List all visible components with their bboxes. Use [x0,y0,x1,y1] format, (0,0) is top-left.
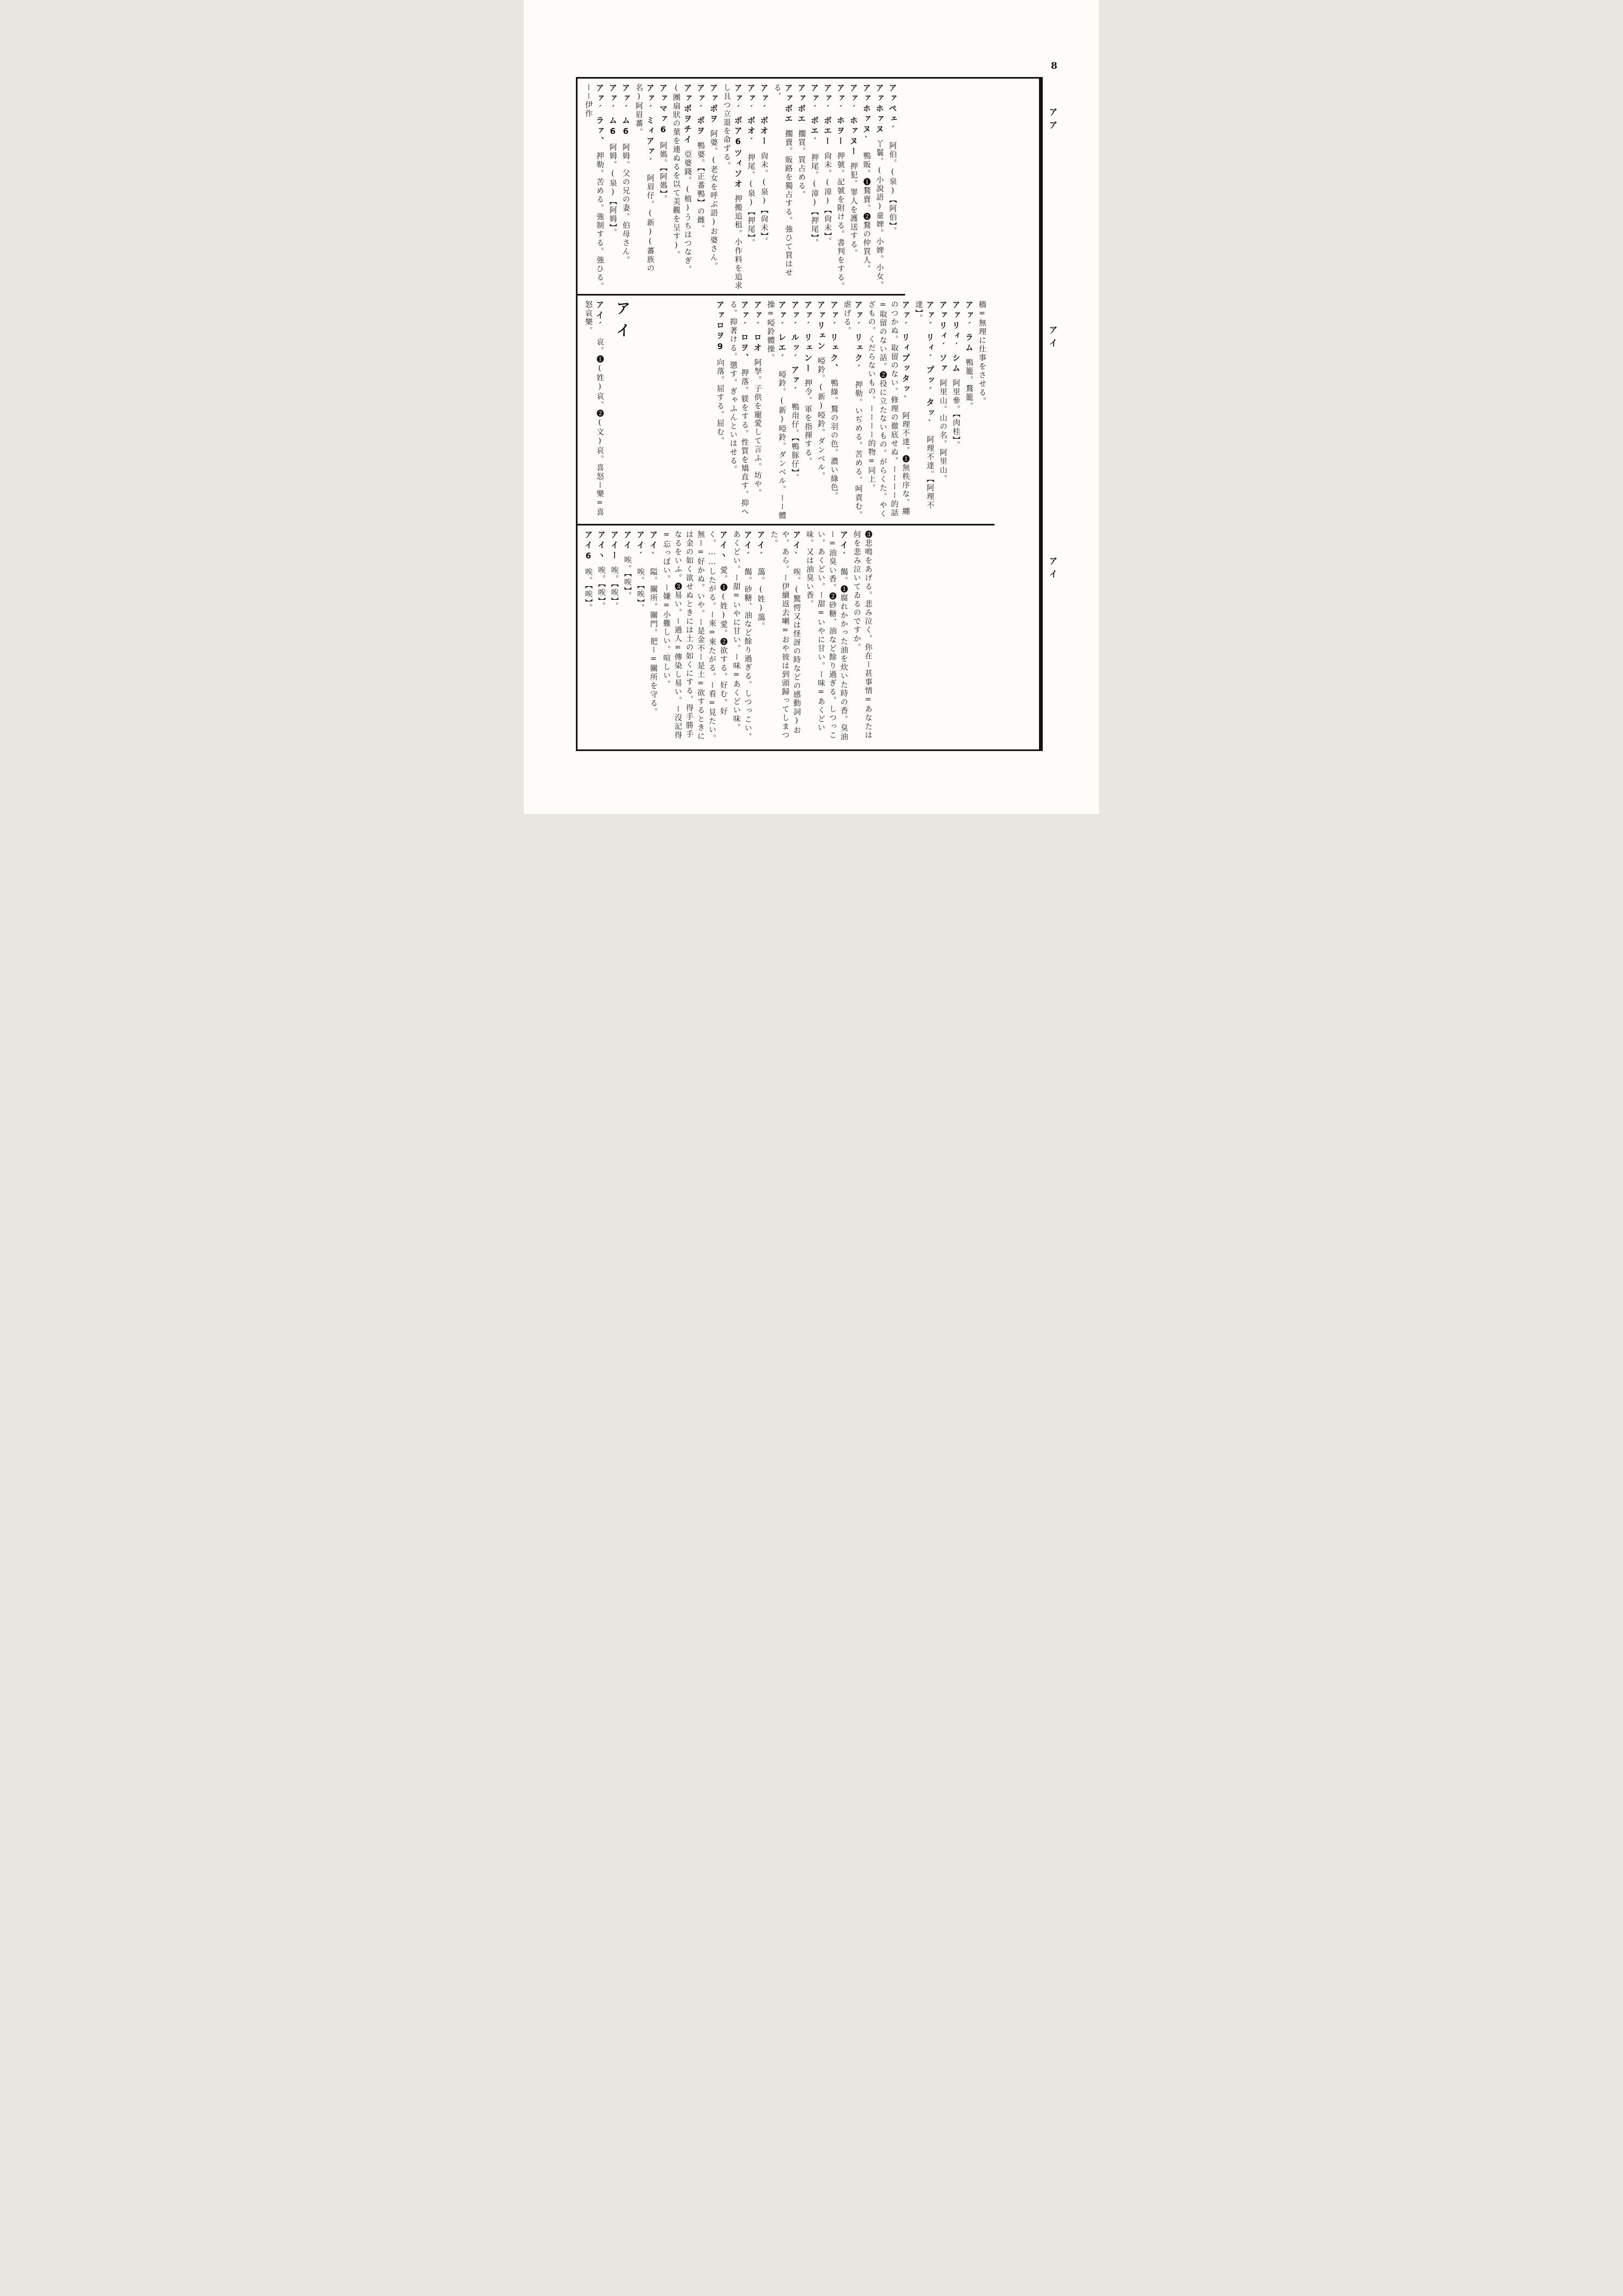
entry-headword: アイ´ [743,530,753,563]
dictionary-entry [745,84,756,291]
dictionary-entry [913,300,935,521]
entry-definition: 鴨婆。【正番鴨】の雌。 [696,142,705,233]
entry-headword: アァ´リェク、 [829,300,839,374]
entry-headword: アァ´ラァ、 [595,84,605,147]
entry-definition: 穡=無理に仕事をさせる。 [978,300,986,406]
entry-headword: アァロヲ9 [715,300,725,354]
dictionary-entry [841,300,864,521]
entry-headword: アァ´レエ´ [777,300,787,365]
dictionary-entry [708,84,719,291]
entry-headword: アイヽ [596,530,606,561]
dictionary-entry [765,300,787,521]
entry-definition: 隘。關所。關門。把ー=關所を守る。 [649,568,658,716]
entry-headword: アァボエ [797,84,806,125]
dictionary-entry [758,84,769,291]
dictionary-entry [695,84,706,291]
dictionary-entry [796,84,807,291]
entry-headword: アァ´ボオ´ [746,84,756,149]
entry-definition: 阿婆。(老女を呼ぶ語)お婆さん。 [709,130,718,271]
section-heading-ai: アイ [613,300,630,345]
entry-definition: 押勒。いぢめる。苦める。呵責む。虐げる。 [843,300,863,520]
dictionary-entry [595,530,607,746]
entry-definition: 擱賣。販路を獨占する。強ひて買はせる。 [773,84,793,277]
dictionary-entry [721,84,743,291]
margin-tab-ai-2: アイ [1048,556,1058,582]
band-bottom-ai [578,525,881,749]
entry-headword: アァ´リィプッタッ` [901,300,910,407]
entry-headword: アイ´ [756,530,766,563]
entry-definition: 押搬追租。小作料を追求し且つ立退を命ずる。 [722,84,742,290]
entry-headword: アイ´ [839,530,849,563]
entry-headword: アァポヲ [709,84,719,125]
entry-headword: アァリィ´ソァ [938,300,948,374]
dictionary-entry [848,84,859,291]
entry-definition: ➌悲鳴をあげる。悲み泣く。你在ー甚事情=あなたは何を悲み泣いてゐるのですか。 [852,530,873,740]
dictionary-entry [582,84,605,291]
entry-definition: 尙未。(漳)【尙未】。 [823,152,832,246]
dictionary-entry [633,84,656,291]
entry-headword: アァポヲチイ [683,84,692,145]
entry-headword: アァ´ボエ´ [810,84,819,149]
entry-definition: 鴨綠。鶩の羽の色。濃い綠色。 [830,379,838,501]
entry-headword: アイー [610,530,619,561]
entry-headword: アァ´ボエー [823,84,832,147]
entry-headword: アァ´ルッ´アァ´ [790,300,800,398]
dictionary-entry [789,300,800,521]
band-middle-aa-ai [578,296,995,525]
entry-definition: 阿眉仔。(新)(蕃族の名)阿眉蕃。 [634,84,655,273]
dictionary-entry [607,84,618,291]
dictionary-entry [608,530,620,746]
dictionary-entry [582,300,605,521]
dictionary-entry [828,300,839,521]
entry-headword: アイ´ [595,300,605,333]
entry-definition: 押犯。罪人を護送する。 [849,162,858,258]
entry-definition: 啞鈴。(新)啞鈴。ダンベル。 [817,357,825,480]
dictionary-entry [809,84,820,291]
entry-definition: 阿媽。【阿媽】。 [659,142,668,203]
dictionary-entry [620,84,631,291]
dictionary-entry [647,530,659,746]
entry-definition: 阿里山。山の名。阿里山。 [939,379,947,483]
entry-headword: アァ´ボオー [759,84,769,147]
entry-definition: 鴨籠。鶩籠。 [965,358,973,411]
entry-definition: 擱買。買占める。 [797,130,806,199]
entry-definition: 押勒。苦める。強制する。強ひる。ーー伊作 [584,84,604,291]
entry-definition: 唉。(驚愕又は怪訝の時などの感動詞)おや。あら。ー伊續返去喇=おや彼は到頭歸ってしまつた。 [769,530,801,740]
dictionary-entry [963,300,974,521]
entry-headword: アァホァヌ` [862,84,871,147]
entry-headword: アイ [623,530,632,551]
entry-definition: 唉。【唉】。 [597,566,606,611]
entry-headword: アイ` [792,530,801,563]
dictionary-page [524,0,1099,814]
dictionary-entry [768,530,802,746]
dictionary-entry [887,84,898,291]
entry-definition: 唉。【唉】。 [610,566,619,611]
dictionary-entry [865,300,911,521]
entry-definition: 哀。➊(姓)哀。➋(文)哀。喜怒ー樂=喜怒哀樂。 [584,300,604,517]
entry-headword: アァ´ム6 [621,84,631,138]
margin-tab-ai-1: アイ [1048,325,1058,351]
margin-tab-aa: アア [1048,107,1058,133]
dictionary-entry [670,84,693,291]
entry-headword: アイ´ [636,530,645,563]
dictionary-entry [582,530,594,746]
entry-definition: 唉。【唉】。 [584,568,593,612]
entry-definition: 向落。屈する。屈む。 [716,358,724,445]
entry-headword: アァ´リィ´プッ´タッ` [925,300,935,431]
entry-headword: アァペェ´ [888,84,897,137]
entry-definition: 尙未。(泉)【尙未】。 [760,152,768,246]
dictionary-entry [727,300,750,521]
entry-headword: アァホァヌ [875,84,884,135]
entry-definition: 押號。記號を附ける。書判をする。 [836,152,845,291]
entry-headword: アァ´ミィアァ´ [645,84,655,169]
dictionary-entry [976,300,987,521]
dictionary-entry [771,84,794,291]
entry-definition: 唉。【唉】。 [623,556,632,600]
entry-definition: 餲。➊腐れかかった油を炊いた時の香。臭油ー=油臭い香。➋砂糖、油など餘り過ぎる。しつっこい。あくどい。ー甜=いやに甘い。ー味=あくどい味。又は油臭い香。 [805,530,848,741]
entry-headword: アァ´ホァヌー [849,84,858,157]
entry-definition: 阿理不達。【阿理不達】。 [914,300,934,510]
entry-headword: アァマァ6 [658,84,668,137]
entry-definition: 阿伯。(泉)【阿伯】。 [888,142,897,235]
dictionary-entry [714,300,726,521]
entry-definition: 阿理不達。➊無秩序な。纏のつかぬ。取留のない。修理の徹底せぬ。ーーーー的話=取留のない話。➋役に立たないもの。がらくた。やくざもの。くだらないもの。ーーーー的物=同上。 [867,300,910,518]
band-top-aa [578,79,905,296]
entry-definition: 丫鬟。(小說語)童婢。小婢。小女。 [875,140,884,290]
dictionary-entry [835,84,846,291]
entry-definition: 阿孥。子供を寵愛して言ふ。坊や。 [753,358,762,497]
dictionary-entry [937,300,948,521]
entry-definition: 押尾。(漳)【押尾】。 [810,153,819,247]
dictionary-entry [822,84,833,291]
page-number: 8 [1051,61,1057,72]
entry-definition: 押尾。(泉)【押尾】。 [747,153,755,247]
entry-headword: アァリィ´シム [951,300,961,374]
dictionary-entry [861,84,872,291]
entry-definition: 押落。躾をする。性質を矯直す。抑へる。抑著ける。懲す。ぎゃふんといはせる。 [729,300,749,516]
entry-headword: アイ6 [583,530,593,563]
entry-headword: アァ´ホヲー [836,84,845,147]
dictionary-entry [660,530,729,746]
entry-definition: 愛。➊(姓)愛。➋欲する。好む。好く。……したがる。ー來=來たがる。ー看=見たい。無ー=好かぬ。いや。ー是金不ー是土=欲するときには金の如く欲せぬときには土の如くにする。得手勝手なるをいふ。➌易い。ー過人=傳染し易い。ー沒記得=忘っぽい。ー嫌=小難しい。喧しい。 [662,530,728,743]
dictionary-entry [634,530,646,746]
entry-definition: 阿姆。(泉)【阿姆】。 [608,143,617,237]
dictionary-entry [755,530,766,746]
entry-definition: 鴨甪仔。【鴨豚仔】。 [791,403,799,482]
entry-definition: 鴨販。➊鶩賣。➋鶩の仲買人。 [862,152,871,273]
dictionary-entry [950,300,961,521]
entry-definition: 押令。軍を指揮する。 [804,379,812,466]
entry-headword: アァ´ム6 [608,84,618,138]
entry-headword: アイ` [649,530,658,563]
entry-headword: アイヽ [719,530,728,561]
entry-headword: アァ´リェク´ [854,300,863,376]
entry-headword: アァ´ラム [964,300,974,354]
entry-headword: アァ´ロオ [753,300,762,354]
entry-definition: 藹。(姓)藹。 [756,568,765,631]
dictionary-entry [657,84,669,291]
entry-headword: アァ´ロヲ、 [740,300,749,364]
dictionary-entry [804,530,849,746]
dictionary-entry [851,530,874,746]
entry-definition: 啞鈴。(新)啞鈴。ダンベル。ーー體操=啞鈴體操。 [766,300,786,520]
dictionary-entry [802,300,813,521]
dictionary-entry [815,300,826,521]
entry-definition: 唉。【唉】。 [636,568,645,612]
entry-definition: 餲。砂糖、油など餘り過ぎる。しつっこい。あくどい。ー甜=いやに甘い。ー味=あくどい味。 [732,530,752,741]
dictionary-entry [874,84,885,291]
entry-headword: アァボエ [784,84,793,125]
dictionary-entry [621,530,633,746]
entry-definition: 阿里參。【肉桂】。 [952,379,960,450]
entry-headword: アァ´ポア6ツィソオ [733,84,743,190]
entry-definition: 亞婆錢。(植)うちはつなぎ。(團扇狀の葉を連ぬるを以て美觀を呈す)。 [672,84,692,274]
dictionary-entry [730,530,753,746]
entry-headword: アァリェン [816,300,826,352]
entry-headword: アァ´ポヲ [696,84,705,137]
dictionary-entry [752,300,763,521]
entry-definition: 阿姆。父の兄の妻。伯母さん。 [621,143,630,265]
content-box [576,77,1043,751]
entry-headword: アァ´リェンー [803,300,813,374]
